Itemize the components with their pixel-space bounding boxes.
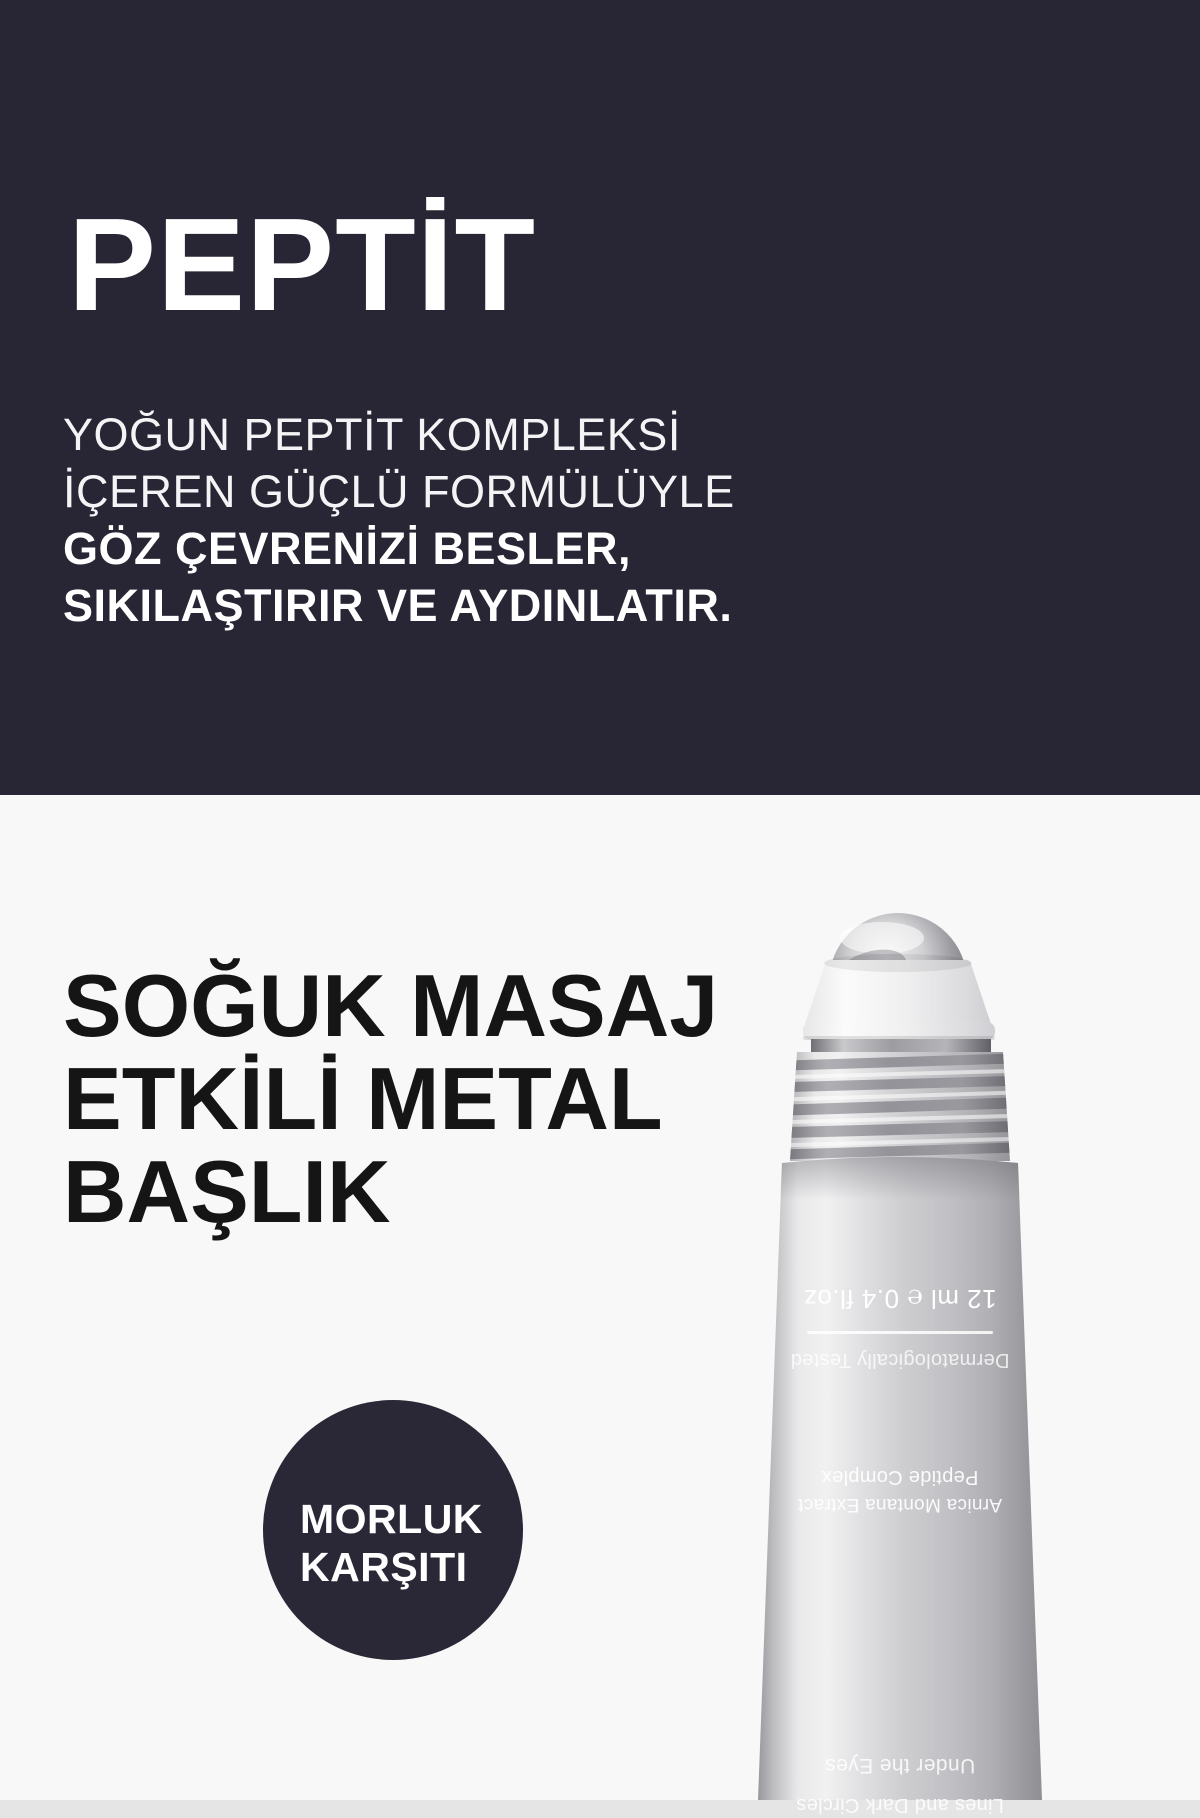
feature-headline-line-3: BAŞLIK bbox=[63, 1142, 391, 1241]
hero-description-line-4: SIKILAŞTIRIR VE AYDINLATIR. bbox=[63, 580, 733, 631]
product-label-complex: Peptide Complex bbox=[821, 1466, 979, 1488]
benefit-badge-text bbox=[300, 1495, 483, 1591]
eye-cream-tube-image bbox=[700, 860, 1100, 1800]
product-label-tested: Dermatologically Tested bbox=[790, 1349, 1010, 1371]
collar bbox=[803, 954, 995, 1040]
hero-title: PEPTİT bbox=[68, 191, 537, 338]
hero-description bbox=[63, 406, 735, 634]
feature-headline-line-2: ETKİLİ METAL bbox=[63, 1049, 663, 1148]
benefit-badge-line-1: MORLUK bbox=[300, 1496, 483, 1542]
product-label-extract: Arnica Montana Extract bbox=[797, 1494, 1003, 1515]
product-label-volume: 12 ml ℮ 0.4 fl.oz bbox=[803, 1284, 997, 1314]
hero-section bbox=[0, 0, 1200, 795]
hero-description-line-3: GÖZ ÇEVRENİZİ BESLER, bbox=[63, 523, 632, 574]
feature-headline-line-1: SOĞUK MASAJ bbox=[63, 956, 719, 1055]
product-label-benefit: Lines and Dark Circles bbox=[796, 1794, 1004, 1816]
product-label-usage: Under the Eyes bbox=[824, 1754, 976, 1777]
benefit-badge-line-2: KARŞITI bbox=[300, 1544, 468, 1590]
neck-ring bbox=[811, 1039, 991, 1054]
feature-headline bbox=[63, 956, 719, 1241]
product-label-divider bbox=[807, 1331, 993, 1334]
benefit-badge bbox=[263, 1400, 523, 1660]
neck-ribs bbox=[778, 1048, 1024, 1166]
hero-description-line-1: YOĞUN PEPTİT KOMPLEKSİ bbox=[63, 409, 681, 460]
hero-description-line-2: İÇEREN GÜÇLÜ FORMÜLÜYLE bbox=[63, 466, 735, 517]
